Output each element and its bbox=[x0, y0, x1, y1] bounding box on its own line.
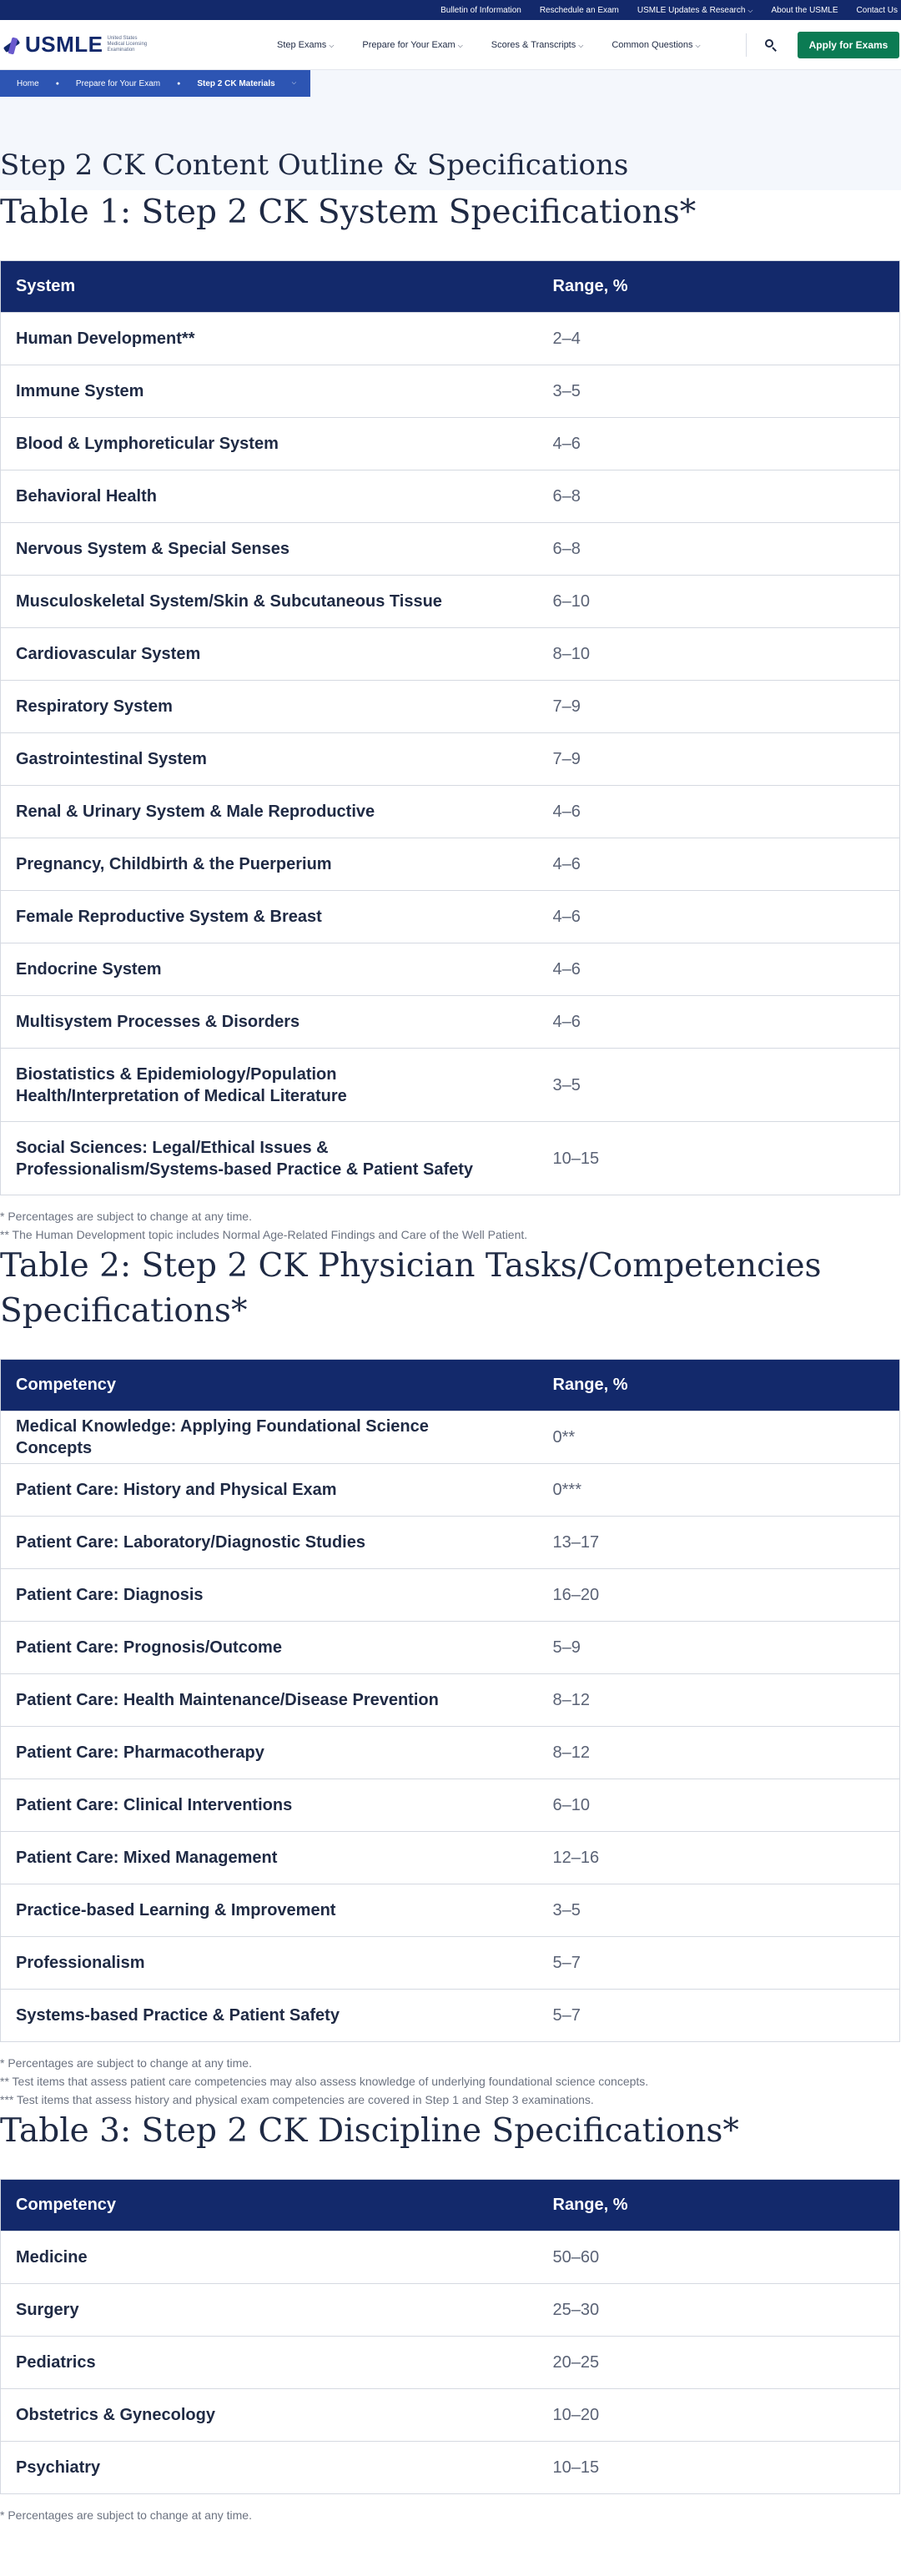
row-name: Patient Care: Clinical Interventions bbox=[1, 1779, 538, 1832]
row-range: 4–6 bbox=[538, 891, 900, 943]
row-name: Biostatistics & Epidemiology/Population Health/Interpretation of Medical Literature bbox=[1, 1049, 538, 1122]
row-name: Surgery bbox=[1, 2284, 538, 2337]
row-name: Professionalism bbox=[1, 1937, 538, 1990]
table-row bbox=[1, 1049, 900, 1122]
breadcrumb-home[interactable]: Home bbox=[17, 78, 39, 88]
table-row bbox=[1, 838, 900, 891]
table-row bbox=[1, 2231, 900, 2284]
table-row bbox=[1, 1569, 900, 1622]
table-row bbox=[1, 2284, 900, 2337]
footnote: * Percentages are subject to change at any time. bbox=[0, 2056, 252, 2070]
row-range: 5–7 bbox=[538, 1990, 900, 2042]
row-range: 4–6 bbox=[538, 786, 900, 838]
column-header-range: Range, % bbox=[538, 1360, 900, 1411]
breadcrumb-prepare[interactable]: Prepare for Your Exam bbox=[75, 78, 161, 88]
chevron-down-icon: ⌵ bbox=[695, 41, 701, 49]
utility-link-updates-label: USMLE Updates & Research bbox=[637, 5, 746, 15]
footnote: * Percentages are subject to change at any time. bbox=[0, 2508, 252, 2522]
row-range: 4–6 bbox=[538, 418, 900, 470]
breadcrumb bbox=[0, 70, 310, 97]
row-name: Patient Care: Mixed Management bbox=[1, 1832, 538, 1884]
row-range: 20–25 bbox=[538, 2337, 900, 2389]
table1-title: Table 1: Step 2 CK System Specifications* bbox=[0, 194, 697, 231]
breadcrumb-current: Step 2 CK Materials bbox=[197, 78, 275, 88]
footnote: ** The Human Development topic includes Normal Age-Related Findings and Care of the Well Patient. bbox=[0, 1228, 528, 1241]
row-name: Pediatrics bbox=[1, 2337, 538, 2389]
row-range: 3–5 bbox=[538, 365, 900, 418]
row-range: 7–9 bbox=[538, 681, 900, 733]
table-row bbox=[1, 523, 900, 576]
row-name: Psychiatry bbox=[1, 2442, 538, 2494]
column-header-range: Range, % bbox=[538, 261, 900, 313]
row-name: Gastrointestinal System bbox=[1, 733, 538, 786]
chevron-down-icon: ⌵ bbox=[747, 6, 753, 14]
footnote: *** Test items that assess history and physical exam competencies are covered in Step 1 and Step 3 examinations. bbox=[0, 2093, 594, 2106]
table-header-row bbox=[1, 2180, 900, 2231]
row-name: Cardiovascular System bbox=[1, 628, 538, 681]
row-name: Behavioral Health bbox=[1, 470, 538, 523]
row-range: 4–6 bbox=[538, 838, 900, 891]
row-range: 2–4 bbox=[538, 313, 900, 365]
table2-footnotes bbox=[0, 2042, 901, 2109]
footnote: * Percentages are subject to change at any time. bbox=[0, 1210, 252, 1223]
row-range: 6–8 bbox=[538, 523, 900, 576]
row-name: Musculoskeletal System/Skin & Subcutaneous Tissue bbox=[1, 576, 538, 628]
table2-section bbox=[0, 1244, 901, 2109]
table-row bbox=[1, 365, 900, 418]
utility-link-contact[interactable]: Contact Us bbox=[856, 5, 898, 15]
footnote: ** Test items that assess patient care competencies may also assess knowledge of underlying foundational science concepts. bbox=[0, 2075, 649, 2088]
nav-step-exams[interactable] bbox=[277, 40, 334, 50]
table-row bbox=[1, 1674, 900, 1727]
row-name: Female Reproductive System & Breast bbox=[1, 891, 538, 943]
row-range: 50–60 bbox=[538, 2231, 900, 2284]
table-row bbox=[1, 2337, 900, 2389]
table1-section bbox=[0, 190, 901, 1244]
chevron-down-icon: ⌵ bbox=[578, 41, 584, 49]
table-row bbox=[1, 628, 900, 681]
row-range: 13–17 bbox=[538, 1517, 900, 1569]
column-header-system: System bbox=[1, 261, 538, 313]
row-range: 8–12 bbox=[538, 1727, 900, 1779]
utility-link-updates[interactable] bbox=[637, 6, 753, 15]
row-name: Endocrine System bbox=[1, 943, 538, 996]
search-icon[interactable] bbox=[763, 37, 779, 53]
table-row bbox=[1, 1122, 900, 1195]
row-range: 0** bbox=[538, 1411, 900, 1464]
table-row bbox=[1, 470, 900, 523]
table-row bbox=[1, 996, 900, 1049]
row-name: Obstetrics & Gynecology bbox=[1, 2389, 538, 2442]
table-row bbox=[1, 1727, 900, 1779]
table-row bbox=[1, 1622, 900, 1674]
table-row bbox=[1, 313, 900, 365]
row-range: 6–10 bbox=[538, 576, 900, 628]
nav-common-questions[interactable] bbox=[612, 40, 700, 50]
row-range: 16–20 bbox=[538, 1569, 900, 1622]
row-name: Pregnancy, Childbirth & the Puerperium bbox=[1, 838, 538, 891]
nav-prepare[interactable] bbox=[362, 40, 462, 50]
logo-subtitle: United States Medical Licensing Examination bbox=[107, 36, 148, 53]
table-row bbox=[1, 1832, 900, 1884]
table1-footnotes bbox=[0, 1195, 901, 1244]
table-header-row bbox=[1, 261, 900, 313]
row-name: Multisystem Processes & Disorders bbox=[1, 996, 538, 1049]
table-row bbox=[1, 786, 900, 838]
row-name: Practice-based Learning & Improvement bbox=[1, 1884, 538, 1937]
usmle-logo[interactable] bbox=[2, 32, 277, 58]
row-name: Systems-based Practice & Patient Safety bbox=[1, 1990, 538, 2042]
row-range: 4–6 bbox=[538, 943, 900, 996]
row-name: Respiratory System bbox=[1, 681, 538, 733]
page-hero bbox=[0, 70, 901, 190]
table1 bbox=[0, 260, 900, 1195]
row-name: Patient Care: Laboratory/Diagnostic Studies bbox=[1, 1517, 538, 1569]
nav-scores[interactable] bbox=[491, 40, 584, 50]
table-row bbox=[1, 733, 900, 786]
nav-step-exams-label: Step Exams bbox=[277, 39, 327, 50]
header-divider bbox=[746, 33, 747, 57]
column-header-competency: Competency bbox=[1, 2180, 538, 2231]
table3 bbox=[0, 2179, 900, 2494]
table2-title: Table 2: Step 2 CK Physician Tasks/Competencies Specifications* bbox=[0, 1247, 822, 1330]
chevron-down-icon: ⌵ bbox=[457, 41, 463, 49]
table-row bbox=[1, 2442, 900, 2494]
table-row bbox=[1, 1937, 900, 1990]
row-range: 10–15 bbox=[538, 2442, 900, 2494]
table3-section bbox=[0, 2109, 901, 2524]
table-row bbox=[1, 1779, 900, 1832]
table-row bbox=[1, 2389, 900, 2442]
breadcrumb-separator-icon: ● bbox=[177, 80, 181, 87]
chevron-down-icon: ⌵ bbox=[329, 41, 335, 49]
row-range: 0*** bbox=[538, 1464, 900, 1517]
row-name: Renal & Urinary System & Male Reproductive bbox=[1, 786, 538, 838]
row-range: 3–5 bbox=[538, 1049, 900, 1122]
utility-bar bbox=[0, 0, 901, 20]
column-header-range: Range, % bbox=[538, 2180, 900, 2231]
table-row bbox=[1, 891, 900, 943]
nav-common-questions-label: Common Questions bbox=[612, 39, 693, 50]
usmle-logo-mark-icon bbox=[2, 33, 25, 58]
row-range: 5–9 bbox=[538, 1622, 900, 1674]
table-header-row bbox=[1, 1360, 900, 1411]
table-row bbox=[1, 681, 900, 733]
row-range: 10–15 bbox=[538, 1122, 900, 1195]
row-range: 8–12 bbox=[538, 1674, 900, 1727]
primary-nav bbox=[277, 40, 729, 50]
row-range: 4–6 bbox=[538, 996, 900, 1049]
table2 bbox=[0, 1359, 900, 2042]
row-range: 6–8 bbox=[538, 470, 900, 523]
utility-link-bulletin[interactable]: Bulletin of Information bbox=[440, 5, 521, 15]
column-header-competency: Competency bbox=[1, 1360, 538, 1411]
table3-footnotes bbox=[0, 2494, 901, 2524]
row-range: 3–5 bbox=[538, 1884, 900, 1937]
table-row bbox=[1, 943, 900, 996]
row-name: Patient Care: Diagnosis bbox=[1, 1569, 538, 1622]
row-range: 10–20 bbox=[538, 2389, 900, 2442]
row-range: 25–30 bbox=[538, 2284, 900, 2337]
table-row bbox=[1, 1517, 900, 1569]
page-title: Step 2 CK Content Outline & Specifications bbox=[0, 148, 629, 182]
row-name: Immune System bbox=[1, 365, 538, 418]
table-row bbox=[1, 1884, 900, 1937]
row-range: 6–10 bbox=[538, 1779, 900, 1832]
row-range: 8–10 bbox=[538, 628, 900, 681]
main-header bbox=[0, 20, 901, 70]
row-name: Patient Care: Health Maintenance/Disease Prevention bbox=[1, 1674, 538, 1727]
table3-title: Table 3: Step 2 CK Discipline Specifications* bbox=[0, 2112, 739, 2150]
chevron-down-icon[interactable]: ⌵ bbox=[291, 80, 297, 86]
row-name: Patient Care: Prognosis/Outcome bbox=[1, 1622, 538, 1674]
table-row bbox=[1, 1411, 900, 1464]
utility-link-about[interactable]: About the USMLE bbox=[771, 5, 838, 15]
row-range: 12–16 bbox=[538, 1832, 900, 1884]
row-range: 5–7 bbox=[538, 1937, 900, 1990]
breadcrumb-separator-icon: ● bbox=[55, 80, 59, 87]
logo-wordmark: USMLE bbox=[25, 32, 103, 57]
row-name: Social Sciences: Legal/Ethical Issues & Professionalism/Systems-based Practice & Patient Safety bbox=[1, 1122, 538, 1195]
utility-link-reschedule[interactable]: Reschedule an Exam bbox=[539, 5, 619, 15]
row-name: Patient Care: Pharmacotherapy bbox=[1, 1727, 538, 1779]
row-range: 7–9 bbox=[538, 733, 900, 786]
nav-scores-label: Scores & Transcripts bbox=[491, 39, 576, 50]
table-row bbox=[1, 418, 900, 470]
row-name: Blood & Lymphoreticular System bbox=[1, 418, 538, 470]
table-row bbox=[1, 576, 900, 628]
row-name: Nervous System & Special Senses bbox=[1, 523, 538, 576]
row-name: Patient Care: History and Physical Exam bbox=[1, 1464, 538, 1517]
apply-for-exams-button[interactable]: Apply for Exams bbox=[798, 32, 899, 58]
row-name: Medical Knowledge: Applying Foundational Science Concepts bbox=[1, 1411, 538, 1464]
table-row bbox=[1, 1990, 900, 2042]
table-row bbox=[1, 1464, 900, 1517]
row-name: Medicine bbox=[1, 2231, 538, 2284]
nav-prepare-label: Prepare for Your Exam bbox=[362, 39, 456, 50]
row-name: Human Development** bbox=[1, 313, 538, 365]
